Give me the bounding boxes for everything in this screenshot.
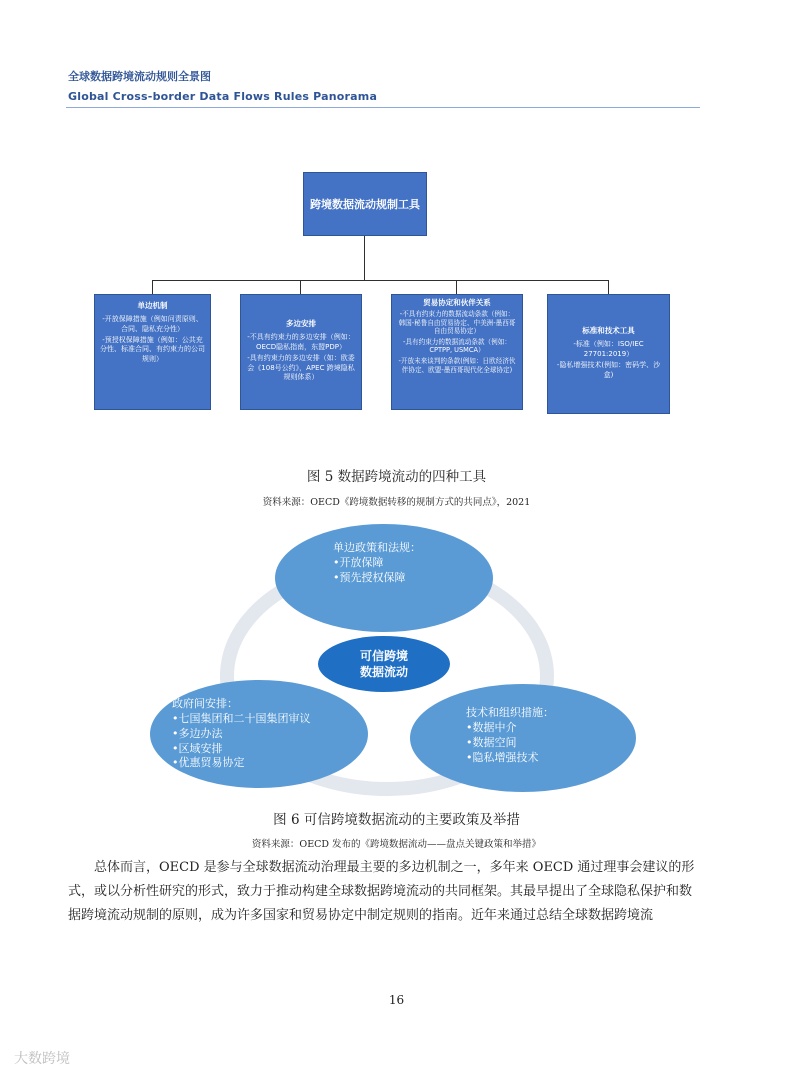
tool-item: -开放未来谈判的条款(例如：日欧经济伙伴协定、欧盟-墨西哥现代化全球协定): [398, 356, 516, 374]
watermark: 大数跨境: [14, 1051, 70, 1067]
tool-unilateral: [94, 294, 211, 410]
ellipse-center: [318, 636, 450, 692]
connector-root-vertical: [364, 236, 365, 280]
connector-tool-4: [608, 280, 609, 294]
center-line-2: 数据流动: [359, 665, 408, 679]
ellipse-item: •隐私增强技术: [466, 750, 539, 764]
ellipse-item: •数据空间: [466, 735, 517, 749]
ellipse-title: 政府间安排：: [172, 697, 238, 710]
tool-multilateral: [240, 294, 362, 410]
header-title-en: Global Cross-border Data Flows Rules Panorama: [68, 90, 378, 103]
tool-standards: [547, 294, 670, 414]
tool-trade: [391, 294, 523, 410]
body-text: [68, 856, 698, 928]
tool-item: -隐私增强技术(例如：密码学、沙盒): [556, 361, 661, 379]
tool-title: 标准和技术工具: [582, 326, 635, 336]
tool-item: -开放保障措施（例如问责原则、合同、隐私充分性）: [102, 315, 203, 333]
ellipse-item: •数据中介: [466, 720, 517, 734]
header-title-cn: 全球数据跨境流动规则全景图: [68, 70, 211, 83]
page-number: 16: [388, 993, 405, 1007]
connector-tool-3: [456, 280, 457, 294]
tool-item: -不具有约束力的多边安排（例如：OECD隐私指南，东盟PDP）: [247, 333, 355, 351]
center-line-1: 可信跨境: [359, 648, 408, 663]
ellipse-item: •预先授权保障: [333, 570, 406, 584]
tool-item: -具有约束力的多边安排（如：欧委会《108号公约》，APEC 跨境隐私规则体系）: [247, 354, 355, 382]
ellipse-intergovernmental: [150, 680, 368, 788]
tool-item: -不具有约束力的数据流动条款（例如：韩国-秘鲁自由贸易协定、中美洲-墨西哥自由贸易协定）: [398, 310, 516, 336]
ellipse-item: •七国集团和二十国集团审议: [172, 711, 311, 725]
figure-6-caption: 图 6 可信跨境数据流动的主要政策及举措: [273, 812, 520, 828]
tool-item: -具有约束力的数据流动条款（例如：CPTPP, USMCA）: [403, 337, 511, 355]
connector-horizontal: [152, 280, 609, 281]
connector-tool-2: [300, 280, 301, 294]
ellipse-title: 技术和组织措施：: [466, 706, 554, 719]
tool-item: -标准（例如：ISO/IEC 27701:2019）: [573, 340, 644, 358]
ellipse-unilateral-policy: [275, 524, 493, 632]
ellipse-technical: [410, 684, 636, 792]
ellipse-item: •多边办法: [172, 726, 223, 740]
figure-6-source: 资料来源：OECD 发布的《跨境数据流动——盘点关键政策和举措》: [251, 839, 542, 850]
ellipse-item: •优惠贸易协定: [172, 756, 245, 770]
body-paragraph: 总体而言，OECD 是参与全球数据流动治理最主要的多边机制之一，多年来 OECD 通过理事会建议的形式，或以分析性研究的形式，致力于推动构建全球数据跨境流动的共同框架。其最早提出了全球隐私保护和数据跨境流动规制的原则，成为许多国家和贸易协定中制定规则的指南。近年来通过总结全球数据跨境流: [68, 860, 695, 924]
connector-tool-1: [152, 280, 153, 294]
ellipse-item: •开放保障: [333, 555, 384, 569]
ellipse-title: 单边政策和法规：: [333, 541, 421, 554]
ellipse-item: •区域安排: [172, 741, 223, 755]
root-box: 跨境数据流动规制工具: [303, 172, 427, 236]
tool-title: 多边安排: [286, 319, 316, 329]
figure-5-caption: 图 5 数据跨境流动的四种工具: [306, 469, 487, 485]
header-rule: [66, 107, 700, 108]
tool-title: 贸易协定和伙伴关系: [423, 298, 491, 307]
tool-item: -预授权保障措施（例如：公共充分性、标准合同、有约束力的公司规则）: [100, 336, 205, 363]
tool-title: 单边机制: [137, 301, 168, 310]
figure-5-source: 资料来源：OECD《跨境数据转移的规制方式的共同点》，2021: [262, 497, 531, 508]
